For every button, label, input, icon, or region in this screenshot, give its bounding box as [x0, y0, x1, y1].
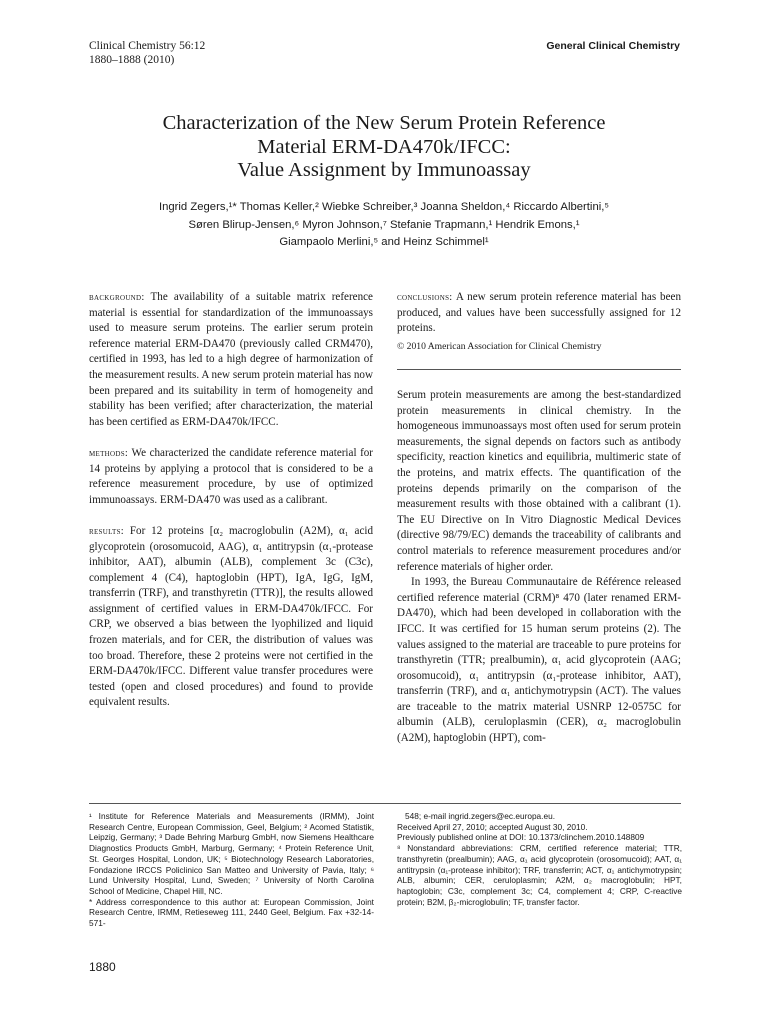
title-line: Characterization of the New Serum Protein Reference — [162, 112, 606, 134]
author-list — [60, 199, 708, 252]
author-line: Giampaolo Merlini,⁵ and Heinz Schimmel¹ — [279, 236, 489, 248]
body-paragraph: Serum protein measurements are among the best-standardized protein measurements in clinical chemistry. In the homogeneous immunoassays most often used for serum protein measurements, the signal depends on factors such as antibody specificity, reaction kinetics and equilibria, multimeric state of the proteins, and matrix effects. The quantification of the proteins depends primarily on the comparison of the measurement results with those obtained with a calibrant (1). The EU Directive on In Vitro Diagnostic Medical Devices (directive 98/79/EC) demands the traceability of calibrants and control materials to reference measurement procedures and/or reference materials of higher order. — [397, 389, 681, 573]
affiliations-footnote: ¹ Institute for Reference Materials and Measurements (IRMM), Joint Research Centre, European Commission, Geel, Belgium; ² Acomed Statistik, Leipzig, Germany; ³ Dade Behring Marburg GmbH, now Siemens Healthcare Diagnostics Products GmbH, Marburg, Germany; ⁴ Protein Reference Unit, St. Georges Hospital, London, UK; ⁵ Biotechnology Research Laboratories, Fondazione IRCCS Policlinico San Matteo and University of Pavia, Italy; ⁶ Lund University Hospital, Lund, Sweden; ⁷ University of North Carolina School of Medicine, Chapel Hill, NC. — [89, 811, 374, 896]
doi-footnote: Previously published online at DOI: 10.1373/clinchem.2010.148809 — [397, 832, 645, 843]
copyright-notice: © 2010 American Association for Clinical Chemistry — [397, 340, 602, 352]
body-column — [397, 388, 681, 747]
abstract-conclusions — [397, 290, 681, 337]
methods-text: We characterized the candidate reference material for 14 proteins by applying a protocol that is considered to be a reference measurement procedure, by use of optimized immunoassays. ERM-DA470 was used as a calibrant. — [89, 446, 374, 506]
section-label: General Clinical Chemistry — [546, 40, 680, 52]
abstract-results — [89, 524, 373, 711]
section-label-background: background: — [89, 292, 145, 303]
correspondence-footnote: * Address correspondence to this author at: European Commission, Joint Research Centre, IRMM, Retieseweg 111, 2440 Geel, Belgium. Fax +32-14-571- — [89, 896, 374, 929]
abbreviations-footnote: ⁸ Nonstandard abbreviations: CRM, certified reference material; TTR, transthyretin (prealbumin); AAG, α₁ acid glycoprotein (orosomucoid); AAT, α₁ antitrypsin (α₁-protease inhibitor); TRF, transferrin; ACT, α₁ antichymotrypsin; ALB, albumin; CER, ceruloplasmin; A2M, α₂ macroglobulin; HPT, haptoglobin; C3c, complement 3c; C4, complement 4; CRP, C-reactive protein; B2M, β₂-microglobulin; TF, transfer factor. — [397, 843, 682, 907]
section-label-methods: methods: — [89, 447, 129, 459]
footnotes-right — [397, 811, 682, 907]
footnote-divider — [89, 803, 681, 804]
journal-pages: 1880–1888 (2010) — [89, 53, 175, 66]
title-line: Value Assignment by Immunoassay — [237, 159, 531, 181]
author-line: Ingrid Zegers,¹* Thomas Keller,² Wiebke Schreiber,³ Joanna Sheldon,⁴ Riccardo Albertini,⁵ — [158, 201, 610, 213]
abstract-methods — [89, 446, 373, 508]
results-text: For 12 proteins [α₂ macroglobulin (A2M), α₁ acid glycoprotein (orosomucoid, AAG), α₁ antitrypsin (α₁-protease inhibitor, AAT), albumin (ALB), complement 3c (C3c), complement 4 (C4), haptoglobin (HPT), IgA, IgG, IgM, transferrin (TRF), and transthyretin (TTR)], the results allowed assignment of certified values in ERM-DA470k/IFCC. For CRP, we observed a bias between the lyophilized and liquid frozen materials, and for CER, the distribution of values was too broad. Therefore, these 2 proteins were not certified in the ERM-DA470k/IFCC. Different value transfer procedures were tested (open and closed procedures) and found to provide equivalent results. — [89, 524, 373, 709]
running-header-journal — [89, 40, 205, 67]
section-label-conclusions: conclusions: — [397, 292, 453, 303]
author-line: Søren Blirup-Jensen,⁶ Myron Johnson,⁷ Stefanie Trapmann,¹ Hendrik Emons,¹ — [188, 218, 580, 231]
page-number: 1880 — [89, 960, 116, 974]
journal-citation: Clinical Chemistry 56:12 — [89, 40, 206, 52]
abstract-conclusions-block — [397, 290, 681, 354]
abstract-column — [89, 290, 373, 711]
background-text: The availability of a suitable matrix reference material is essential for standardization of the immunoassays used to measure serum proteins. The earlier serum protein reference material ERM-DA470 (previously called CRM470), certified in 1993, has led to a high degree of harmonization of the measurement results. A new serum protein material has now been prepared and its suitability in term of homogeneity and stability has been verified; after characterization, the material has been certified as ERM-DA470k/IFCC. — [89, 291, 373, 428]
section-label-results: results: — [89, 525, 125, 537]
title-line: Material ERM-DA470k/IFCC: — [257, 135, 511, 158]
abstract-divider — [397, 369, 681, 370]
conclusions-text: A new serum protein reference material has been produced, and values have been successfully assigned for 12 proteins. — [397, 291, 681, 335]
article-title — [60, 112, 708, 183]
body-paragraph: In 1993, the Bureau Communautaire de Référence released certified reference material (CRM)⁸ 470 (later renamed ERM-DA470), which had been developed in collaboration with the IFCC. It was certified for 15 human serum proteins (2). The values assigned to the material are traceable to pure proteins for transthyretin (TTR; prealbumin), α₁ acid glycoprotein (AAG; orosomucoid), α₁ antitrypsin (α₁-protease inhibitor, AAT), transferrin (TRF), and α₁ antichymotrypsin (ACT). The values are traceable to the matrix material USNRP 12-0575C for albumin (ALB), ceruloplasmin (CER), α₂ macroglobulin (A2M), haptoglobin (HPT), com- — [397, 576, 681, 745]
abstract-background — [89, 290, 373, 430]
footnotes-left — [89, 811, 374, 929]
contact-footnote: 548; e-mail ingrid.zegers@ec.europa.eu. — [405, 811, 556, 821]
received-footnote: Received April 27, 2010; accepted August 30, 2010. — [397, 821, 588, 832]
